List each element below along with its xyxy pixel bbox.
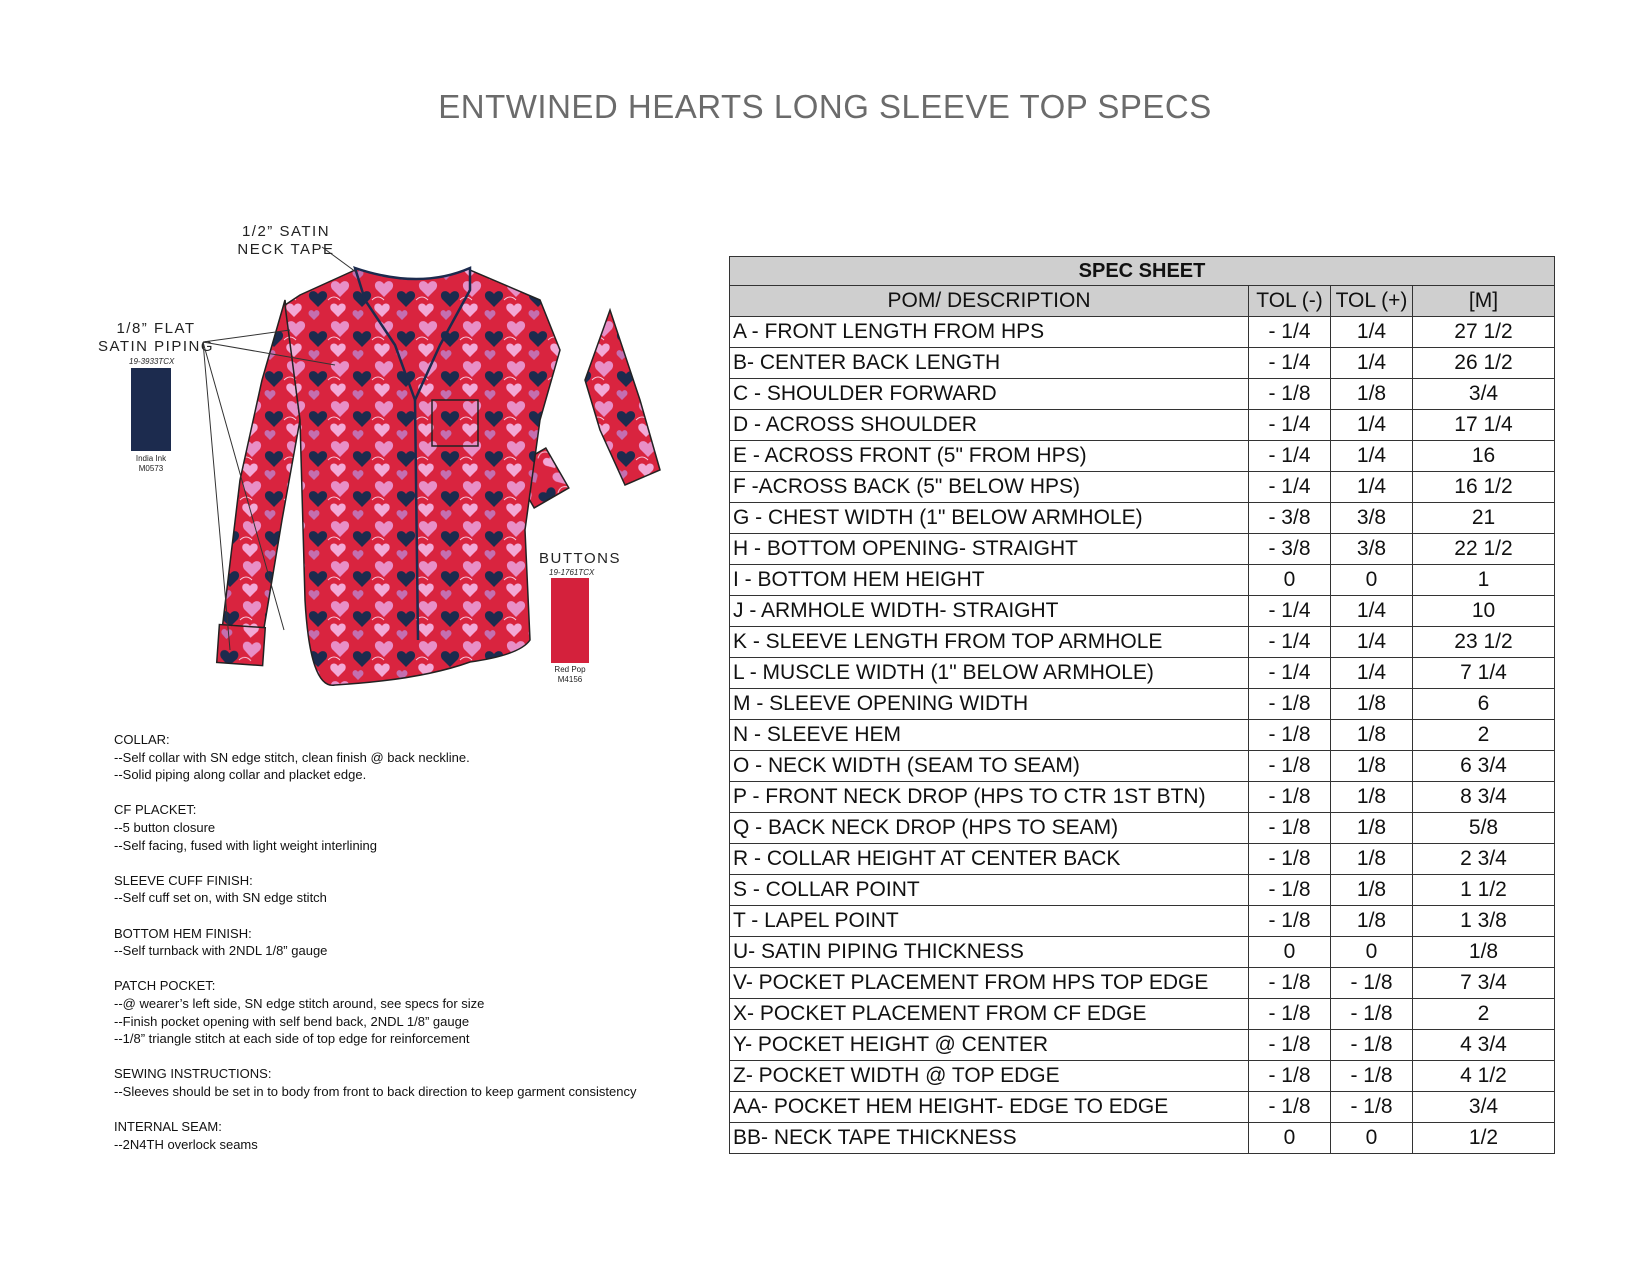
tol-plus-cell: 1/4 <box>1331 472 1413 503</box>
measurement-cell: 6 <box>1413 689 1555 720</box>
tol-minus-cell: - 1/8 <box>1249 1092 1331 1123</box>
button-swatch-name: Red Pop <box>554 665 586 674</box>
tol-plus-cell: 1/8 <box>1331 751 1413 782</box>
right-sleeve <box>585 310 660 485</box>
left-sleeve <box>222 300 300 640</box>
pom-description-cell: Y- POCKET HEIGHT @ CENTER <box>730 1030 1249 1061</box>
neck-tape-callout-line-2: NECK TAPE <box>237 241 335 258</box>
tol-plus-cell: 1/8 <box>1331 844 1413 875</box>
measurement-cell: 10 <box>1413 596 1555 627</box>
tol-minus-cell: - 3/8 <box>1249 534 1331 565</box>
table-row <box>730 937 1555 968</box>
tol-minus-cell: - 1/4 <box>1249 627 1331 658</box>
note-line: --Self collar with SN edge stitch, clean finish @ back neckline. <box>114 749 470 765</box>
tol-minus-cell: - 1/8 <box>1249 689 1331 720</box>
tol-minus-cell: - 1/8 <box>1249 720 1331 751</box>
table-row <box>730 627 1555 658</box>
measurement-cell: 1/8 <box>1413 937 1555 968</box>
table-row <box>730 968 1555 999</box>
note-section-patch-pocket <box>114 977 694 1047</box>
measurement-cell: 1/2 <box>1413 1123 1555 1154</box>
table-row <box>730 441 1555 472</box>
note-heading: PATCH POCKET: <box>114 978 216 994</box>
tol-minus-cell: 0 <box>1249 1123 1331 1154</box>
tol-plus-cell: - 1/8 <box>1331 1092 1413 1123</box>
tol-plus-cell: 1/4 <box>1331 317 1413 348</box>
tol-plus-cell: 1/8 <box>1331 720 1413 751</box>
pom-description-cell: R - COLLAR HEIGHT AT CENTER BACK <box>730 844 1249 875</box>
note-heading: CF PLACKET: <box>114 802 197 818</box>
tol-minus-cell: 0 <box>1249 937 1331 968</box>
tol-minus-cell: - 1/8 <box>1249 379 1331 410</box>
measurement-cell: 3/4 <box>1413 379 1555 410</box>
tol-minus-cell: 0 <box>1249 565 1331 596</box>
tol-minus-cell: - 1/8 <box>1249 999 1331 1030</box>
note-line: --@ wearer’s left side, SN edge stitch around, see specs for size <box>114 995 485 1011</box>
note-heading: BOTTOM HEM FINISH: <box>114 925 252 941</box>
table-row <box>730 534 1555 565</box>
measurement-cell: 2 <box>1413 720 1555 751</box>
table-row <box>730 689 1555 720</box>
table-row <box>730 999 1555 1030</box>
measurement-cell: 4 3/4 <box>1413 1030 1555 1061</box>
note-heading: COLLAR: <box>114 732 170 747</box>
pom-description-cell: AA- POCKET HEM HEIGHT- EDGE TO EDGE <box>730 1092 1249 1123</box>
piping-swatch-ref: M0573 <box>138 464 164 473</box>
pom-description-cell: Z- POCKET WIDTH @ TOP EDGE <box>730 1061 1249 1092</box>
pom-description-cell: M - SLEEVE OPENING WIDTH <box>730 689 1249 720</box>
tol-plus-cell: 3/8 <box>1331 503 1413 534</box>
note-section-sewing <box>114 1065 694 1100</box>
tol-minus-cell: - 1/4 <box>1249 410 1331 441</box>
note-heading: SLEEVE CUFF FINISH: <box>114 872 253 888</box>
table-row <box>730 410 1555 441</box>
pom-description-cell: P - FRONT NECK DROP (HPS TO CTR 1ST BTN) <box>730 782 1249 813</box>
tol-plus-cell: 3/8 <box>1331 534 1413 565</box>
note-line: --Self cuff set on, with SN edge stitch <box>114 890 327 906</box>
pom-description-cell: O - NECK WIDTH (SEAM TO SEAM) <box>730 751 1249 782</box>
pom-description-cell: X- POCKET PLACEMENT FROM CF EDGE <box>730 999 1249 1030</box>
measurement-cell: 27 1/2 <box>1413 317 1555 348</box>
tol-minus-cell: - 1/4 <box>1249 317 1331 348</box>
note-line: --Self facing, fused with light weight interlining <box>114 837 378 853</box>
button-swatch-ref: M4156 <box>557 675 583 684</box>
pom-description-cell: U- SATIN PIPING THICKNESS <box>730 937 1249 968</box>
table-row <box>730 379 1555 410</box>
pom-description-cell: H - BOTTOM OPENING- STRAIGHT <box>730 534 1249 565</box>
tol-plus-cell: 1/4 <box>1331 658 1413 689</box>
piping-swatch-name: India Ink <box>135 454 167 463</box>
neck-tape-callout-line-1: 1/2” SATIN <box>241 223 331 240</box>
measurement-cell: 7 1/4 <box>1413 658 1555 689</box>
pom-description-cell: BB- NECK TAPE THICKNESS <box>730 1123 1249 1154</box>
measurement-cell: 1 <box>1413 565 1555 596</box>
note-line: --Finish pocket opening with self bend back, 2NDL 1/8” gauge <box>114 1013 470 1029</box>
tol-plus-cell: 0 <box>1331 565 1413 596</box>
pom-description-cell: B- CENTER BACK LENGTH <box>730 348 1249 379</box>
tol-plus-cell: 1/4 <box>1331 348 1413 379</box>
table-row <box>730 348 1555 379</box>
note-section-cf-placket <box>114 801 694 854</box>
measurement-cell: 2 <box>1413 999 1555 1030</box>
tol-minus-cell: - 1/8 <box>1249 1061 1331 1092</box>
tol-plus-cell: 1/8 <box>1331 875 1413 906</box>
column-header-tol-plus: TOL (+) <box>1331 286 1413 317</box>
tol-plus-cell: 1/8 <box>1331 813 1413 844</box>
note-line: --Self turnback with 2NDL 1/8” gauge <box>114 943 328 959</box>
tol-minus-cell: - 1/8 <box>1249 844 1331 875</box>
table-row <box>730 503 1555 534</box>
pom-description-cell: G - CHEST WIDTH (1" BELOW ARMHOLE) <box>730 503 1249 534</box>
measurement-cell: 16 <box>1413 441 1555 472</box>
tol-plus-cell: 1/4 <box>1331 441 1413 472</box>
note-line: --1/8” triangle stitch at each side of top edge for reinforcement <box>114 1031 470 1047</box>
pom-description-cell: C - SHOULDER FORWARD <box>730 379 1249 410</box>
tol-minus-cell: - 1/4 <box>1249 472 1331 503</box>
tol-minus-cell: - 3/8 <box>1249 503 1331 534</box>
tol-minus-cell: - 1/8 <box>1249 813 1331 844</box>
table-row <box>730 317 1555 348</box>
table-row <box>730 1092 1555 1123</box>
note-line: --2N4TH overlock seams <box>114 1136 258 1152</box>
table-row <box>730 1030 1555 1061</box>
tol-minus-cell: - 1/8 <box>1249 1030 1331 1061</box>
note-heading: INTERNAL SEAM: <box>114 1119 222 1135</box>
tol-minus-cell: - 1/8 <box>1249 968 1331 999</box>
column-header-tol-minus: TOL (-) <box>1249 286 1331 317</box>
note-section-sleeve-cuff <box>114 872 694 907</box>
page-title: ENTWINED HEARTS LONG SLEEVE TOP SPECS <box>438 88 1212 125</box>
tol-minus-cell: - 1/4 <box>1249 348 1331 379</box>
measurement-cell: 8 3/4 <box>1413 782 1555 813</box>
table-row <box>730 1123 1555 1154</box>
pom-description-cell: I - BOTTOM HEM HEIGHT <box>730 565 1249 596</box>
note-line: --Sleeves should be set in to body from front to back direction to keep garment consistency <box>114 1083 637 1099</box>
spec-sheet-header-row <box>730 286 1555 317</box>
tol-plus-cell: 0 <box>1331 1123 1413 1154</box>
table-row <box>730 875 1555 906</box>
tol-minus-cell: - 1/4 <box>1249 596 1331 627</box>
measurement-cell: 23 1/2 <box>1413 627 1555 658</box>
tol-plus-cell: 1/4 <box>1331 627 1413 658</box>
measurement-cell: 26 1/2 <box>1413 348 1555 379</box>
table-row <box>730 844 1555 875</box>
tol-minus-cell: - 1/8 <box>1249 906 1331 937</box>
measurement-cell: 22 1/2 <box>1413 534 1555 565</box>
table-row <box>730 751 1555 782</box>
measurement-cell: 16 1/2 <box>1413 472 1555 503</box>
table-row <box>730 813 1555 844</box>
piping-callout-line-2: SATIN PIPING <box>97 338 215 355</box>
tol-plus-cell: - 1/8 <box>1331 1061 1413 1092</box>
pom-description-cell: L - MUSCLE WIDTH (1" BELOW ARMHOLE) <box>730 658 1249 689</box>
note-section-internal-seam <box>114 1118 694 1153</box>
table-row <box>730 596 1555 627</box>
tol-plus-cell: - 1/8 <box>1331 1030 1413 1061</box>
note-line: --5 button closure <box>114 819 216 835</box>
tol-minus-cell: - 1/4 <box>1249 441 1331 472</box>
note-heading: SEWING INSTRUCTIONS: <box>114 1066 272 1082</box>
table-row <box>730 658 1555 689</box>
tol-plus-cell: - 1/8 <box>1331 968 1413 999</box>
pom-description-cell: K - SLEEVE LENGTH FROM TOP ARMHOLE <box>730 627 1249 658</box>
column-header-description: POM/ DESCRIPTION <box>730 286 1249 317</box>
tol-plus-cell: - 1/8 <box>1331 999 1413 1030</box>
tol-plus-cell: 1/4 <box>1331 596 1413 627</box>
pom-description-cell: T - LAPEL POINT <box>730 906 1249 937</box>
note-section-bottom-hem <box>114 925 694 960</box>
table-row <box>730 1061 1555 1092</box>
tol-minus-cell: - 1/4 <box>1249 658 1331 689</box>
table-row <box>730 720 1555 751</box>
measurement-cell: 17 1/4 <box>1413 410 1555 441</box>
spec-sheet-table <box>729 256 1555 1154</box>
table-row <box>730 565 1555 596</box>
tol-plus-cell: 1/4 <box>1331 410 1413 441</box>
garment-illustration <box>0 0 700 700</box>
tol-plus-cell: 1/8 <box>1331 906 1413 937</box>
chest-pocket <box>432 400 478 446</box>
left-cuff <box>217 625 266 666</box>
pom-description-cell: N - SLEEVE HEM <box>730 720 1249 751</box>
table-row <box>730 782 1555 813</box>
pom-description-cell: Q - BACK NECK DROP (HPS TO SEAM) <box>730 813 1249 844</box>
measurement-cell: 6 3/4 <box>1413 751 1555 782</box>
neck-tape-leader <box>322 247 356 272</box>
table-row <box>730 906 1555 937</box>
tol-minus-cell: - 1/8 <box>1249 875 1331 906</box>
measurement-cell: 7 3/4 <box>1413 968 1555 999</box>
measurement-cell: 1 3/8 <box>1413 906 1555 937</box>
tol-minus-cell: - 1/8 <box>1249 782 1331 813</box>
piping-swatch-code: 19-3933TCX <box>129 357 175 366</box>
pom-description-cell: F -ACROSS BACK (5" BELOW HPS) <box>730 472 1249 503</box>
buttons-callout: BUTTONS <box>539 550 621 567</box>
piping-callout-line-1: 1/8” FLAT <box>116 320 196 337</box>
spec-sheet-body <box>730 317 1555 1154</box>
tol-minus-cell: - 1/8 <box>1249 751 1331 782</box>
column-header-measurement: [M] <box>1413 286 1555 317</box>
pom-description-cell: A - FRONT LENGTH FROM HPS <box>730 317 1249 348</box>
button-swatch-code: 19-1761TCX <box>549 568 595 577</box>
table-row <box>730 472 1555 503</box>
pom-description-cell: V- POCKET PLACEMENT FROM HPS TOP EDGE <box>730 968 1249 999</box>
spec-sheet-title: SPEC SHEET <box>730 257 1555 286</box>
note-line: --Solid piping along collar and placket edge. <box>114 767 367 783</box>
measurement-cell: 4 1/2 <box>1413 1061 1555 1092</box>
measurement-cell: 1 1/2 <box>1413 875 1555 906</box>
pom-description-cell: S - COLLAR POINT <box>730 875 1249 906</box>
measurement-cell: 21 <box>1413 503 1555 534</box>
note-section-collar <box>114 731 694 784</box>
tol-plus-cell: 0 <box>1331 937 1413 968</box>
pom-description-cell: J - ARMHOLE WIDTH- STRAIGHT <box>730 596 1249 627</box>
measurement-cell: 3/4 <box>1413 1092 1555 1123</box>
measurement-cell: 2 3/4 <box>1413 844 1555 875</box>
pom-description-cell: D - ACROSS SHOULDER <box>730 410 1249 441</box>
construction-notes <box>114 731 694 1171</box>
tol-plus-cell: 1/8 <box>1331 689 1413 720</box>
measurement-cell: 5/8 <box>1413 813 1555 844</box>
pom-description-cell: E - ACROSS FRONT (5" FROM HPS) <box>730 441 1249 472</box>
tol-plus-cell: 1/8 <box>1331 782 1413 813</box>
spec-sheet-title-row <box>730 257 1555 286</box>
tol-plus-cell: 1/8 <box>1331 379 1413 410</box>
